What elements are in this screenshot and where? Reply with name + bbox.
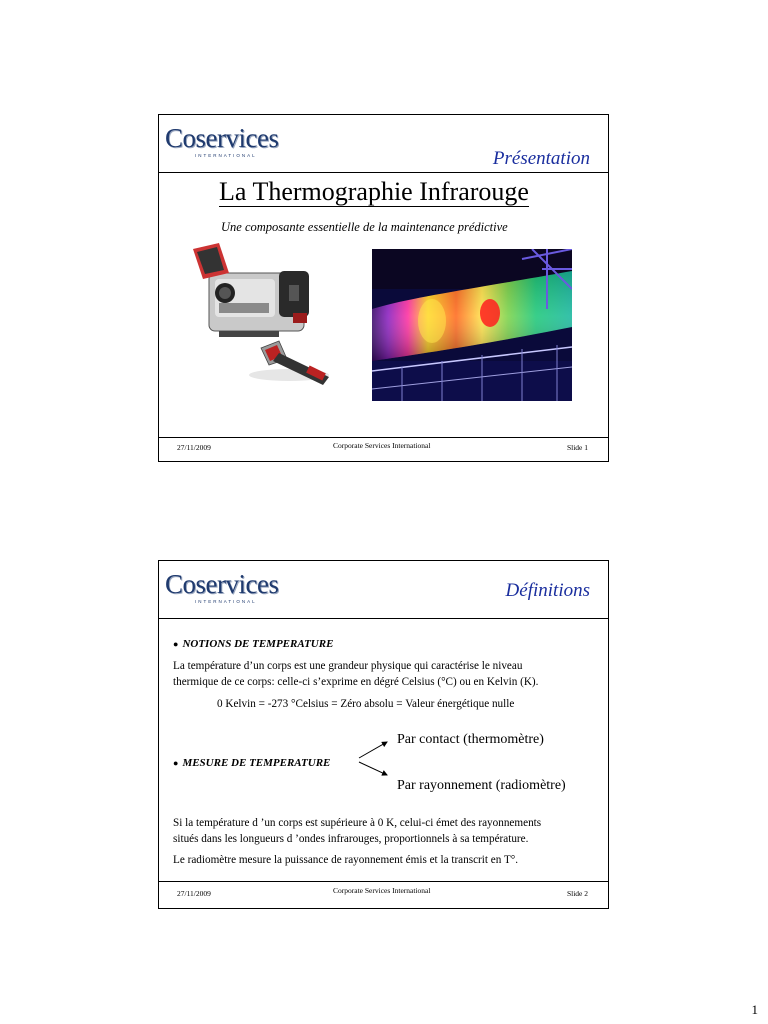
- large-camera-icon: [193, 243, 309, 337]
- slide-1: [158, 114, 609, 462]
- bullet-notions-label: NOTIONS DE TEMPERATURE: [182, 638, 334, 650]
- paragraph-line: situés dans les longueurs d ’ondes infrarouges, proportionnels à sa température.: [173, 832, 529, 845]
- paragraph-line: Si la température d ’un corps est supérieure à 0 K, celui-ci émet des rayonnements: [173, 817, 542, 829]
- logo-subtitle: INTERNATIONAL: [195, 153, 257, 158]
- page-number: 1: [751, 1002, 758, 1017]
- paragraph-line: La température d’un corps est une grandeur physique qui caractérise le niveau: [173, 660, 523, 672]
- header-divider: [159, 618, 608, 619]
- logo-wordmark: Coservices: [165, 569, 279, 599]
- paragraph-radiometer: Le radiomètre mesure la puissance de rayonnement émis et la transcrit en T°.: [173, 854, 519, 866]
- bullet-dot-icon: ●: [173, 758, 179, 768]
- footer-date: 27/11/2009: [177, 443, 211, 452]
- slide-2: [158, 560, 609, 909]
- bullet-dot-icon: ●: [173, 639, 179, 649]
- footer-slide-number: Slide 2: [566, 889, 588, 898]
- footer-divider: [159, 437, 608, 438]
- option-radiation: Par rayonnement (radiomètre): [397, 778, 566, 793]
- bullet-mesure: [173, 757, 330, 769]
- presentation-title: La Thermographie Infrarouge: [219, 177, 529, 206]
- paragraph-line: thermique de ce corps: celle-ci s’exprime en dégré Celsius (°C) ou en Kelvin (K).: [173, 675, 539, 688]
- option-contact: Par contact (thermomètre): [397, 732, 544, 747]
- paragraph-infrared-emission: [173, 816, 598, 847]
- bullet-notions: [173, 638, 333, 650]
- equation-line: 0 Kelvin = -273 °Celsius = Zéro absolu = Valeur énergétique nulle: [217, 698, 515, 710]
- coservices-logo: [165, 569, 285, 609]
- footer-date: 27/11/2009: [177, 889, 211, 898]
- header-divider: [159, 172, 608, 173]
- paragraph-temperature-definition: [173, 659, 598, 690]
- slide-heading: Définitions: [505, 580, 590, 601]
- footer-slide-number: Slide 1: [566, 443, 588, 452]
- thermal-camera-illustration: [189, 243, 349, 403]
- footer-divider: [159, 881, 608, 882]
- thermal-image: [372, 249, 572, 401]
- bullet-mesure-label: MESURE DE TEMPERATURE: [182, 757, 331, 769]
- logo-wordmark: Coservices: [165, 123, 279, 153]
- small-camera-icon: [249, 341, 329, 385]
- footer-organization: Corporate Services International: [333, 441, 431, 450]
- presentation-subtitle: Une composante essentielle de la maintenance prédictive: [221, 220, 508, 234]
- branch-arrows-icon: [357, 737, 397, 779]
- coservices-logo: [165, 123, 285, 163]
- footer-organization: Corporate Services International: [333, 886, 431, 895]
- slide-heading: Présentation: [492, 148, 590, 169]
- logo-subtitle: INTERNATIONAL: [195, 599, 257, 604]
